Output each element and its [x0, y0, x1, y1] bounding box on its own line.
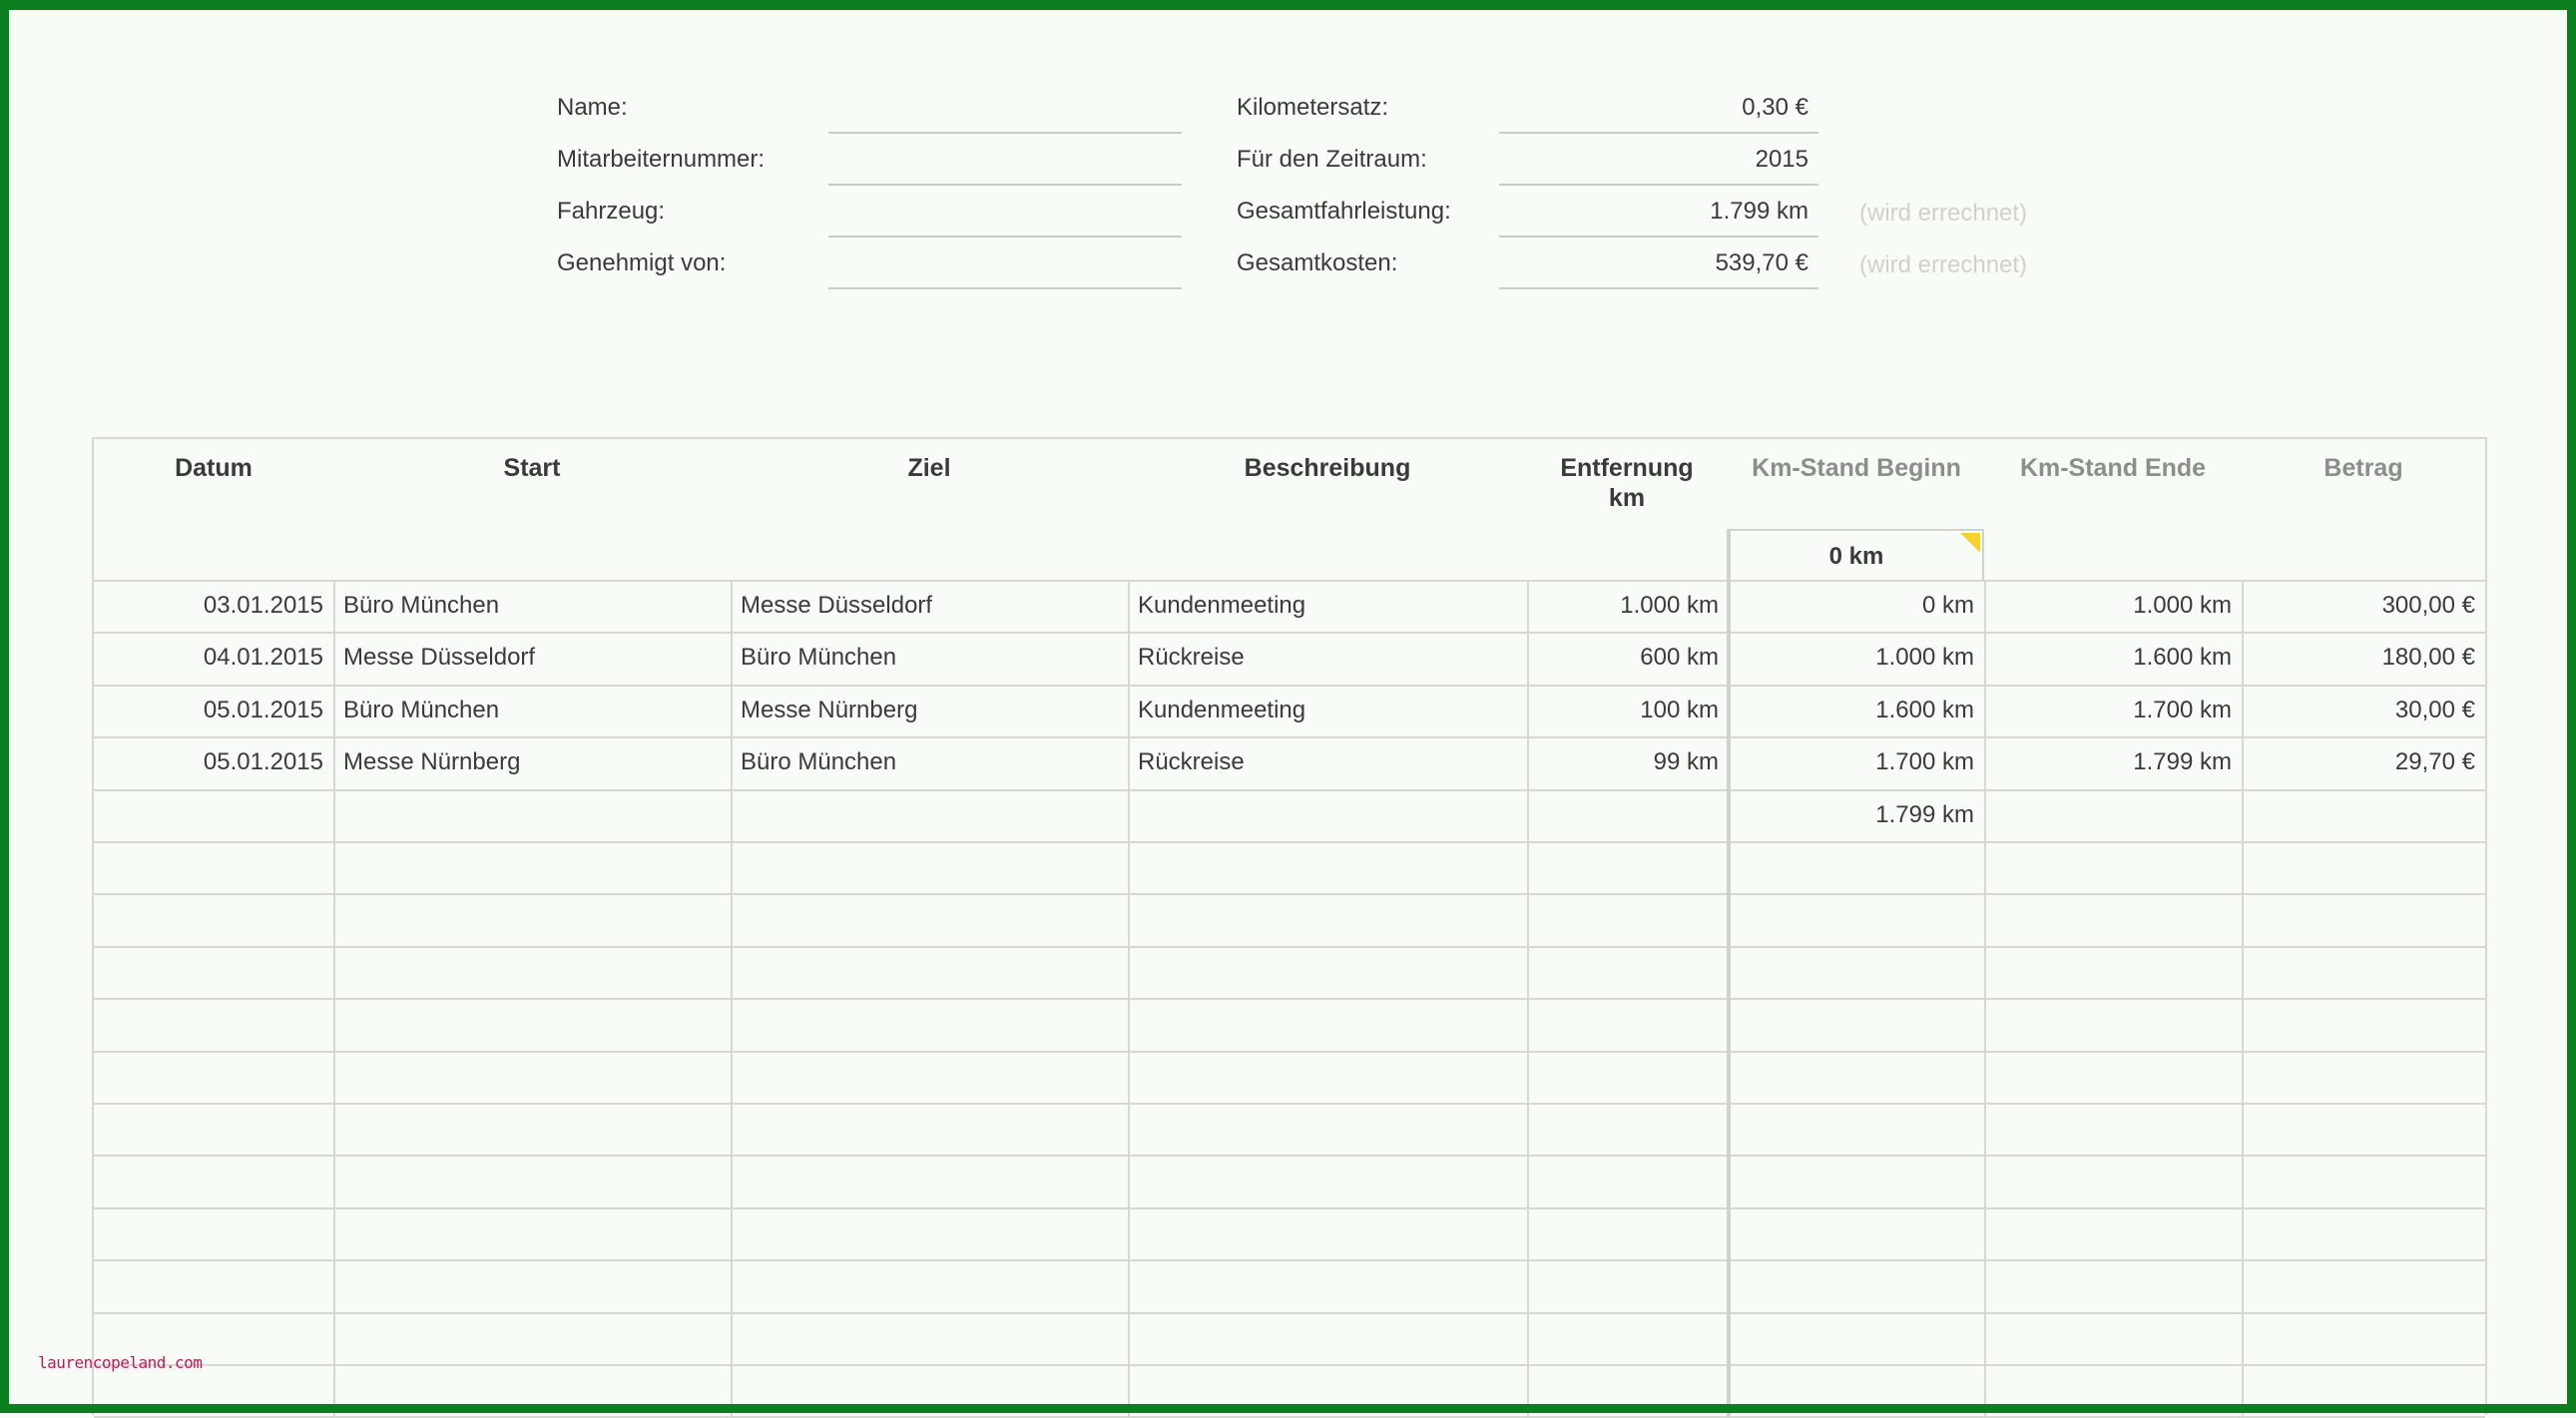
cell-beginn[interactable]: 1.000 km: [1875, 644, 1974, 672]
cell-entfernung[interactable]: [1537, 893, 1719, 945]
column-divider: [1727, 529, 1731, 1417]
cell-entfernung[interactable]: [1537, 998, 1719, 1050]
cell-ende[interactable]: [1994, 1051, 2232, 1103]
cell-ziel[interactable]: Messe Nürnberg: [741, 696, 918, 723]
cell-ziel[interactable]: [741, 1051, 1118, 1103]
cell-entfernung[interactable]: 100 km: [1640, 696, 1719, 723]
cell-start[interactable]: [343, 1364, 721, 1416]
cell-ziel[interactable]: [741, 1312, 1118, 1364]
cell-ende[interactable]: [1994, 946, 2232, 998]
cell-datum[interactable]: [104, 1051, 323, 1103]
cell-betrag[interactable]: 29,70 €: [2394, 748, 2475, 776]
vehicle-label: Fahrzeug:: [557, 198, 666, 225]
form-row-vehicle: [557, 186, 1182, 237]
cell-beschreibung[interactable]: [1138, 1207, 1517, 1259]
period-field[interactable]: [1499, 134, 1818, 186]
cell-ziel[interactable]: [741, 1103, 1118, 1155]
form-row-period: [1237, 134, 2035, 186]
cell-start[interactable]: [343, 1312, 721, 1364]
cell-entfernung[interactable]: [1537, 946, 1719, 998]
cell-betrag[interactable]: [2252, 893, 2475, 945]
cell-ziel[interactable]: Messe Düsseldorf: [741, 592, 933, 619]
cell-beschreibung[interactable]: [1138, 1312, 1517, 1364]
cell-datum[interactable]: [104, 841, 323, 893]
cell-datum[interactable]: [104, 1103, 323, 1155]
cell-beschreibung[interactable]: [1138, 1103, 1517, 1155]
cell-beschreibung[interactable]: [1138, 946, 1517, 998]
cell-beschreibung[interactable]: [1138, 893, 1517, 945]
cell-betrag[interactable]: [2252, 1259, 2475, 1311]
cell-beschreibung[interactable]: [1138, 841, 1517, 893]
cell-ziel[interactable]: [741, 789, 1118, 841]
total-cost-field: [1499, 237, 1818, 289]
start-km-cell[interactable]: 0 km: [1729, 529, 1984, 580]
header-start: Start: [503, 454, 561, 482]
cell-datum[interactable]: [104, 1259, 323, 1311]
cell-datum[interactable]: [104, 1207, 323, 1259]
cell-beginn[interactable]: [1739, 946, 1974, 998]
cell-datum[interactable]: 03.01.2015: [203, 592, 323, 619]
km-rate-field[interactable]: [1499, 82, 1818, 134]
cell-beginn[interactable]: [1739, 1312, 1974, 1364]
km-rate-label: Kilometersatz:: [1237, 94, 1389, 121]
cell-start[interactable]: Messe Düsseldorf: [343, 644, 536, 672]
cell-ende[interactable]: 1.600 km: [2133, 644, 2232, 672]
cell-beginn[interactable]: [1739, 1364, 1974, 1416]
cell-ziel[interactable]: [741, 1155, 1118, 1206]
employee-number-field[interactable]: [828, 134, 1182, 186]
watermark: laurencopeland.com: [38, 1353, 203, 1372]
cell-start[interactable]: [343, 1051, 721, 1103]
cell-entfernung[interactable]: [1537, 1103, 1719, 1155]
cell-ende[interactable]: 1.000 km: [2133, 592, 2232, 619]
total-distance-value: 1.799 km: [1710, 198, 1808, 225]
cell-datum[interactable]: [104, 998, 323, 1050]
cell-ende[interactable]: [1994, 1364, 2232, 1416]
cell-datum[interactable]: 05.01.2015: [203, 696, 323, 723]
cell-ziel[interactable]: [741, 946, 1118, 998]
cell-entfernung[interactable]: [1537, 1259, 1719, 1311]
trip-table: [92, 437, 2487, 1415]
cell-start[interactable]: [343, 789, 721, 841]
cell-beginn[interactable]: [1739, 893, 1974, 945]
cell-entfernung[interactable]: [1537, 1312, 1719, 1364]
form-row-total-distance: [1237, 186, 2035, 237]
column-divider: [1527, 580, 1529, 1417]
cell-beginn[interactable]: [1739, 1155, 1974, 1206]
cell-ziel[interactable]: [741, 841, 1118, 893]
cell-beschreibung[interactable]: [1138, 1051, 1517, 1103]
cell-start[interactable]: Büro München: [343, 696, 500, 723]
cell-entfernung[interactable]: 99 km: [1653, 748, 1719, 776]
column-divider: [2242, 580, 2244, 1417]
cell-beginn[interactable]: [1739, 1103, 1974, 1155]
cell-ende[interactable]: [1994, 1155, 2232, 1206]
cell-beginn[interactable]: 1.700 km: [1875, 748, 1974, 776]
cell-beschreibung[interactable]: Rückreise: [1138, 748, 1245, 776]
cell-ziel[interactable]: [741, 998, 1118, 1050]
column-divider: [1984, 580, 1986, 1417]
cell-entfernung[interactable]: [1537, 841, 1719, 893]
cell-beschreibung[interactable]: Rückreise: [1138, 644, 1245, 672]
cell-start[interactable]: Messe Nürnberg: [343, 748, 521, 776]
cell-ende[interactable]: [1994, 1207, 2232, 1259]
cell-betrag[interactable]: [2252, 1051, 2475, 1103]
cell-betrag[interactable]: [2252, 1312, 2475, 1364]
cell-betrag[interactable]: [2252, 946, 2475, 998]
cell-start[interactable]: [343, 998, 721, 1050]
name-field[interactable]: [828, 82, 1182, 134]
cell-datum[interactable]: [104, 789, 323, 841]
header-beschreibung: Beschreibung: [1244, 454, 1411, 482]
cell-betrag[interactable]: 180,00 €: [2381, 644, 2475, 672]
cell-start[interactable]: [343, 946, 721, 998]
cell-ziel[interactable]: [741, 1259, 1118, 1311]
comment-marker-icon: [1960, 533, 1980, 553]
cell-ende[interactable]: [1994, 998, 2232, 1050]
cell-datum[interactable]: [104, 1155, 323, 1206]
total-cost-hint: (wird errechnet): [1859, 251, 2028, 278]
cell-beginn[interactable]: [1739, 1051, 1974, 1103]
cell-betrag[interactable]: 30,00 €: [2394, 696, 2475, 723]
cell-beschreibung[interactable]: [1138, 998, 1517, 1050]
cell-beschreibung[interactable]: [1138, 1155, 1517, 1206]
header-betrag: Betrag: [2323, 454, 2403, 482]
cell-ende[interactable]: [1994, 789, 2232, 841]
total-distance-field: [1499, 186, 1818, 237]
cell-datum[interactable]: [104, 946, 323, 998]
cell-beginn[interactable]: [1739, 1207, 1974, 1259]
cell-betrag[interactable]: [2252, 1207, 2475, 1259]
cell-ziel[interactable]: Büro München: [741, 644, 897, 672]
cell-datum[interactable]: 05.01.2015: [203, 748, 323, 776]
form-row-name: [557, 82, 1182, 134]
header-km-beginn: Km-Stand Beginn: [1752, 454, 1961, 482]
cell-betrag[interactable]: [2252, 1364, 2475, 1416]
cell-start[interactable]: [343, 841, 721, 893]
cell-start[interactable]: [343, 1103, 721, 1155]
cell-betrag[interactable]: [2252, 841, 2475, 893]
cell-ziel[interactable]: [741, 893, 1118, 945]
total-distance-label: Gesamtfahrleistung:: [1237, 198, 1451, 225]
cell-ziel[interactable]: [741, 1207, 1118, 1259]
cell-start[interactable]: Büro München: [343, 592, 500, 619]
employee-number-label: Mitarbeiternummer:: [557, 146, 766, 173]
total-cost-value: 539,70 €: [1715, 249, 1808, 276]
form-row-km-rate: [1237, 82, 2035, 134]
cell-ziel[interactable]: [741, 1364, 1118, 1416]
cell-ende[interactable]: [1994, 841, 2232, 893]
cell-beginn[interactable]: 0 km: [1921, 592, 1974, 619]
cell-entfernung[interactable]: 1.000 km: [1620, 592, 1719, 619]
cell-beschreibung[interactable]: Kundenmeeting: [1138, 696, 1306, 723]
cell-start[interactable]: [343, 1259, 721, 1311]
cell-start[interactable]: [343, 893, 721, 945]
column-divider: [1128, 580, 1130, 1417]
cell-beginn[interactable]: 1.600 km: [1875, 696, 1974, 723]
header-km-ende: Km-Stand Ende: [2019, 454, 2207, 482]
form-row-employee-number: [557, 134, 1182, 186]
total-distance-hint: (wird errechnet): [1859, 200, 2028, 227]
vehicle-field[interactable]: [828, 186, 1182, 237]
cell-beginn[interactable]: [1739, 841, 1974, 893]
header-entfernung: Entfernung km: [1560, 454, 1694, 512]
cell-ende[interactable]: [1994, 1259, 2232, 1311]
period-label: Für den Zeitraum:: [1237, 146, 1427, 173]
cell-ende[interactable]: [1994, 1103, 2232, 1155]
cell-beginn[interactable]: 1.799 km: [1875, 800, 1974, 828]
cell-ziel[interactable]: Büro München: [741, 748, 897, 776]
cell-beschreibung[interactable]: Kundenmeeting: [1138, 592, 1306, 619]
name-label: Name:: [557, 94, 628, 121]
cell-datum[interactable]: 04.01.2015: [203, 644, 323, 672]
cell-entfernung[interactable]: [1537, 1051, 1719, 1103]
cell-betrag[interactable]: [2252, 1103, 2475, 1155]
total-cost-label: Gesamtkosten:: [1237, 249, 1398, 276]
cell-ende[interactable]: [1994, 1312, 2232, 1364]
cell-ende[interactable]: 1.799 km: [2133, 748, 2232, 776]
cell-betrag[interactable]: 300,00 €: [2381, 592, 2475, 619]
cell-entfernung[interactable]: 600 km: [1640, 644, 1719, 672]
cell-beginn[interactable]: [1739, 1259, 1974, 1311]
cell-beginn[interactable]: [1739, 998, 1974, 1050]
period-value: 2015: [1755, 146, 1808, 173]
column-divider: [731, 580, 733, 1417]
form-row-total-cost: [1237, 237, 2035, 289]
cell-beschreibung[interactable]: [1138, 789, 1517, 841]
column-divider: [333, 580, 335, 1417]
form-row-approved-by: [557, 237, 1182, 289]
cell-start[interactable]: [343, 1155, 721, 1206]
cell-entfernung[interactable]: [1537, 1207, 1719, 1259]
cell-entfernung[interactable]: [1537, 1364, 1719, 1416]
header-ziel: Ziel: [907, 454, 951, 482]
cell-beschreibung[interactable]: [1138, 1364, 1517, 1416]
cell-datum[interactable]: [104, 893, 323, 945]
cell-beschreibung[interactable]: [1138, 1259, 1517, 1311]
cell-entfernung[interactable]: [1537, 789, 1719, 841]
cell-betrag[interactable]: [2252, 998, 2475, 1050]
header-datum: Datum: [175, 454, 253, 482]
cell-ende[interactable]: 1.700 km: [2133, 696, 2232, 723]
cell-betrag[interactable]: [2252, 789, 2475, 841]
approved-by-field[interactable]: [828, 237, 1182, 289]
cell-betrag[interactable]: [2252, 1155, 2475, 1206]
approved-by-label: Genehmigt von:: [557, 249, 727, 276]
cell-ende[interactable]: [1994, 893, 2232, 945]
cell-start[interactable]: [343, 1207, 721, 1259]
cell-entfernung[interactable]: [1537, 1155, 1719, 1206]
km-rate-value: 0,30 €: [1742, 94, 1808, 121]
